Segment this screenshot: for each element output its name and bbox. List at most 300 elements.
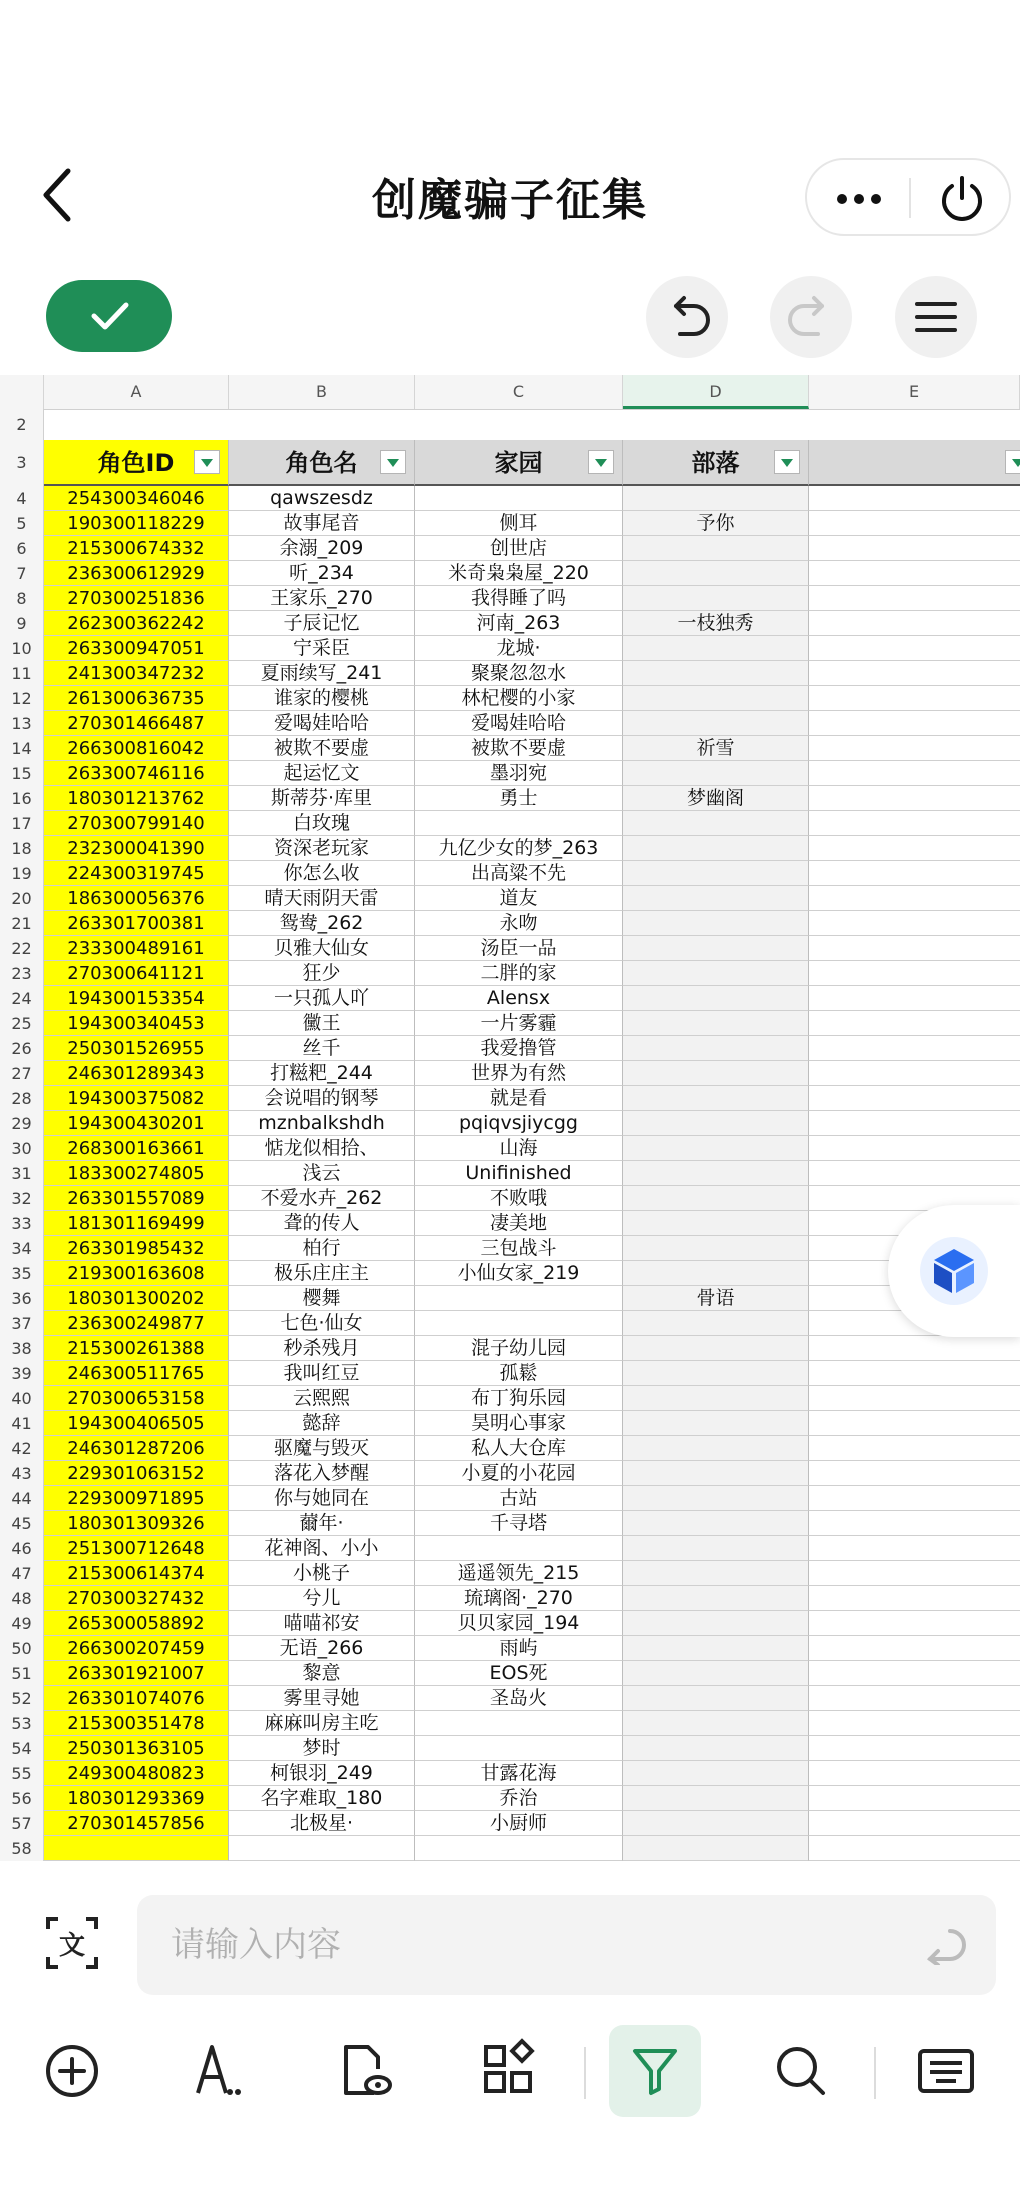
role-id-cell[interactable]: 183300274805	[44, 1161, 229, 1186]
row-number[interactable]: 6	[0, 536, 44, 561]
floating-assistant-button[interactable]	[888, 1205, 1020, 1337]
role-id-cell[interactable]: 180301309326	[44, 1511, 229, 1536]
home-cell[interactable]: 汤臣一品	[415, 936, 623, 961]
role-name-cell[interactable]	[229, 1836, 415, 1861]
role-name-cell[interactable]: 薾年·	[229, 1511, 415, 1536]
tribe-cell[interactable]	[623, 1836, 809, 1861]
role-name-cell[interactable]: 喵喵祁安	[229, 1611, 415, 1636]
role-id-cell[interactable]: 263301700381	[44, 911, 229, 936]
role-name-cell[interactable]: 听_234	[229, 561, 415, 586]
role-name-cell[interactable]: 资深老玩家	[229, 836, 415, 861]
role-name-cell[interactable]: 你怎么收	[229, 861, 415, 886]
home-cell[interactable]: 二胖的家	[415, 961, 623, 986]
tribe-cell[interactable]	[623, 1361, 809, 1386]
role-id-cell[interactable]: 249300480823	[44, 1761, 229, 1786]
home-cell[interactable]: pqiqvsjiycgg	[415, 1111, 623, 1136]
tribe-cell[interactable]	[623, 1686, 809, 1711]
empty-cell[interactable]	[809, 586, 1020, 611]
tribe-cell[interactable]	[623, 1561, 809, 1586]
role-id-cell[interactable]: 263301985432	[44, 1236, 229, 1261]
translate-icon[interactable]	[42, 1913, 102, 1973]
empty-cell[interactable]	[809, 1036, 1020, 1061]
home-cell[interactable]	[415, 1736, 623, 1761]
home-cell[interactable]: 凄美地	[415, 1211, 623, 1236]
role-name-cell[interactable]: 白玫瑰	[229, 811, 415, 836]
role-name-cell[interactable]: 驱魔与毁灭	[229, 1436, 415, 1461]
tribe-cell[interactable]	[623, 711, 809, 736]
role-id-cell[interactable]: 229301063152	[44, 1461, 229, 1486]
row-number[interactable]: 31	[0, 1161, 44, 1186]
empty-cell[interactable]	[809, 861, 1020, 886]
filter-dropdown-icon[interactable]	[380, 450, 406, 474]
tribe-cell[interactable]	[623, 1311, 809, 1336]
tribe-cell[interactable]	[623, 636, 809, 661]
row-number[interactable]: 23	[0, 961, 44, 986]
role-name-cell[interactable]: 惦龙似相拾、	[229, 1136, 415, 1161]
role-id-cell[interactable]: 266300816042	[44, 736, 229, 761]
home-cell[interactable]: 混子幼儿园	[415, 1336, 623, 1361]
role-name-cell[interactable]: 柏行	[229, 1236, 415, 1261]
role-id-cell[interactable]: 180301213762	[44, 786, 229, 811]
empty-cell[interactable]	[809, 736, 1020, 761]
role-name-cell[interactable]: 雾里寻她	[229, 1686, 415, 1711]
role-id-cell[interactable]: 246301289343	[44, 1061, 229, 1086]
empty-cell[interactable]	[809, 1761, 1020, 1786]
tribe-cell[interactable]	[623, 586, 809, 611]
role-id-cell[interactable]: 241300347232	[44, 661, 229, 686]
header-cell-e[interactable]	[809, 440, 1020, 486]
row-number[interactable]: 33	[0, 1211, 44, 1236]
empty-cell[interactable]	[809, 761, 1020, 786]
home-cell[interactable]: 雨屿	[415, 1636, 623, 1661]
corner-cell[interactable]	[0, 375, 44, 409]
role-name-cell[interactable]: 宁采臣	[229, 636, 415, 661]
row-number[interactable]: 39	[0, 1361, 44, 1386]
tribe-cell[interactable]	[623, 1386, 809, 1411]
row-number[interactable]: 48	[0, 1586, 44, 1611]
home-cell[interactable]: 河南_263	[415, 611, 623, 636]
role-id-cell[interactable]: 215300674332	[44, 536, 229, 561]
home-cell[interactable]: EOS死	[415, 1661, 623, 1686]
row-number[interactable]: 36	[0, 1286, 44, 1311]
tribe-cell[interactable]	[623, 1611, 809, 1636]
home-cell[interactable]	[415, 1286, 623, 1311]
role-name-cell[interactable]: 爱喝娃哈哈	[229, 711, 415, 736]
home-cell[interactable]: 昊明心事家	[415, 1411, 623, 1436]
role-id-cell[interactable]: 186300056376	[44, 886, 229, 911]
empty-cell[interactable]	[809, 1686, 1020, 1711]
role-name-cell[interactable]: 兮儿	[229, 1586, 415, 1611]
role-name-cell[interactable]: 余溺_209	[229, 536, 415, 561]
empty-cell[interactable]	[809, 936, 1020, 961]
role-id-cell[interactable]: 194300430201	[44, 1111, 229, 1136]
role-id-cell[interactable]: 250301363105	[44, 1736, 229, 1761]
tribe-cell[interactable]: 予你	[623, 511, 809, 536]
empty-cell[interactable]	[809, 1786, 1020, 1811]
tribe-cell[interactable]	[623, 1511, 809, 1536]
home-cell[interactable]: 爱喝娃哈哈	[415, 711, 623, 736]
row-number[interactable]: 44	[0, 1486, 44, 1511]
empty-cell[interactable]	[809, 1061, 1020, 1086]
column-header-d[interactable]: D	[623, 375, 809, 409]
tribe-cell[interactable]	[623, 1236, 809, 1261]
empty-cell[interactable]	[809, 1711, 1020, 1736]
empty-cell[interactable]	[809, 611, 1020, 636]
row-number[interactable]: 49	[0, 1611, 44, 1636]
tribe-cell[interactable]	[623, 1086, 809, 1111]
home-cell[interactable]	[415, 811, 623, 836]
header-cell-tribe[interactable]	[623, 440, 809, 486]
text-format-icon[interactable]	[172, 2025, 264, 2117]
tribe-cell[interactable]	[623, 1711, 809, 1736]
home-cell[interactable]: 遥遥领先_215	[415, 1561, 623, 1586]
role-name-cell[interactable]: 浅云	[229, 1161, 415, 1186]
row-number[interactable]: 9	[0, 611, 44, 636]
role-id-cell[interactable]: 270301466487	[44, 711, 229, 736]
role-name-cell[interactable]: 黎意	[229, 1661, 415, 1686]
menu-button[interactable]	[895, 276, 977, 358]
filter-dropdown-icon[interactable]	[1005, 450, 1020, 474]
row-number[interactable]: 25	[0, 1011, 44, 1036]
row-number[interactable]: 19	[0, 861, 44, 886]
home-cell[interactable]: 小仙女家_219	[415, 1261, 623, 1286]
empty-cell[interactable]	[809, 1836, 1020, 1861]
row-number[interactable]: 54	[0, 1736, 44, 1761]
empty-cell[interactable]	[809, 1386, 1020, 1411]
role-name-cell[interactable]: 我叫红豆	[229, 1361, 415, 1386]
home-cell[interactable]: 一片雾霾	[415, 1011, 623, 1036]
empty-cell[interactable]	[809, 886, 1020, 911]
empty-cell[interactable]	[809, 1361, 1020, 1386]
row-number[interactable]: 47	[0, 1561, 44, 1586]
role-id-cell[interactable]: 194300153354	[44, 986, 229, 1011]
tribe-cell[interactable]	[623, 1336, 809, 1361]
home-cell[interactable]: 布丁狗乐园	[415, 1386, 623, 1411]
role-name-cell[interactable]: 懿辞	[229, 1411, 415, 1436]
row-number[interactable]: 58	[0, 1836, 44, 1861]
row-number[interactable]: 12	[0, 686, 44, 711]
home-cell[interactable]: 就是看	[415, 1086, 623, 1111]
tribe-cell[interactable]	[623, 1811, 809, 1836]
role-id-cell[interactable]: 263301557089	[44, 1186, 229, 1211]
row-number[interactable]: 27	[0, 1061, 44, 1086]
role-id-cell[interactable]: 236300249877	[44, 1311, 229, 1336]
confirm-button[interactable]	[46, 280, 172, 352]
tribe-cell[interactable]	[623, 1761, 809, 1786]
row-number[interactable]: 7	[0, 561, 44, 586]
home-cell[interactable]: 创世店	[415, 536, 623, 561]
header-cell-role-id[interactable]	[44, 440, 229, 486]
column-header-a[interactable]: A	[44, 375, 229, 409]
empty-cell[interactable]	[809, 961, 1020, 986]
column-header-e[interactable]: E	[809, 375, 1020, 409]
empty-cell[interactable]	[809, 1736, 1020, 1761]
power-icon[interactable]	[937, 174, 987, 224]
home-cell[interactable]: Alensx	[415, 986, 623, 1011]
home-cell[interactable]: Unifinished	[415, 1161, 623, 1186]
tribe-cell[interactable]	[623, 886, 809, 911]
empty-cell[interactable]	[809, 1336, 1020, 1361]
role-id-cell[interactable]: 263301074076	[44, 1686, 229, 1711]
row-number[interactable]: 16	[0, 786, 44, 811]
role-id-cell[interactable]: 270300653158	[44, 1386, 229, 1411]
empty-cell[interactable]	[809, 561, 1020, 586]
role-name-cell[interactable]: 鸳鸯_262	[229, 911, 415, 936]
row-number[interactable]: 30	[0, 1136, 44, 1161]
empty-cell[interactable]	[809, 836, 1020, 861]
empty-cell[interactable]	[809, 1586, 1020, 1611]
row-number[interactable]: 40	[0, 1386, 44, 1411]
row-number[interactable]: 34	[0, 1236, 44, 1261]
row-number[interactable]: 29	[0, 1111, 44, 1136]
role-name-cell[interactable]: 狂少	[229, 961, 415, 986]
empty-cell[interactable]	[809, 911, 1020, 936]
home-cell[interactable]: 龙城·	[415, 636, 623, 661]
tribe-cell[interactable]	[623, 1161, 809, 1186]
role-name-cell[interactable]: 斯蒂芬·库里	[229, 786, 415, 811]
home-cell[interactable]: 私人大仓库	[415, 1436, 623, 1461]
role-name-cell[interactable]: 打糍粑_244	[229, 1061, 415, 1086]
empty-cell[interactable]	[809, 1011, 1020, 1036]
tribe-cell[interactable]	[623, 1186, 809, 1211]
empty-cell[interactable]	[809, 1536, 1020, 1561]
tribe-cell[interactable]	[623, 936, 809, 961]
tribe-cell[interactable]: 一枝独秀	[623, 611, 809, 636]
undo-button[interactable]	[646, 276, 728, 358]
row-number[interactable]: 32	[0, 1186, 44, 1211]
empty-cell[interactable]	[809, 511, 1020, 536]
tribe-cell[interactable]	[623, 1036, 809, 1061]
home-cell[interactable]: 孤鬆	[415, 1361, 623, 1386]
home-cell[interactable]: 勇士	[415, 786, 623, 811]
keyboard-icon[interactable]	[900, 2025, 992, 2117]
tribe-cell[interactable]	[623, 986, 809, 1011]
role-id-cell[interactable]: 263300746116	[44, 761, 229, 786]
role-id-cell[interactable]: 270301457856	[44, 1811, 229, 1836]
role-name-cell[interactable]: 云熙熙	[229, 1386, 415, 1411]
row-number[interactable]: 50	[0, 1636, 44, 1661]
filter-dropdown-icon[interactable]	[588, 450, 614, 474]
redo-button[interactable]	[770, 276, 852, 358]
home-cell[interactable]: 墨羽宛	[415, 761, 623, 786]
role-id-cell[interactable]: 180301300202	[44, 1286, 229, 1311]
row-number[interactable]: 57	[0, 1811, 44, 1836]
role-id-cell[interactable]: 270300799140	[44, 811, 229, 836]
empty-cell[interactable]	[809, 1436, 1020, 1461]
tribe-cell[interactable]	[623, 1786, 809, 1811]
role-name-cell[interactable]: 故事尾音	[229, 511, 415, 536]
tribe-cell[interactable]	[623, 1111, 809, 1136]
empty-cell[interactable]	[809, 1111, 1020, 1136]
empty-cell[interactable]	[809, 1461, 1020, 1486]
role-id-cell[interactable]: 251300712648	[44, 1536, 229, 1561]
role-name-cell[interactable]: 聋的传人	[229, 1211, 415, 1236]
empty-cell[interactable]	[809, 1161, 1020, 1186]
row-number[interactable]: 51	[0, 1661, 44, 1686]
empty-cell[interactable]	[809, 1661, 1020, 1686]
home-cell[interactable]: 贝贝家园_194	[415, 1611, 623, 1636]
role-name-cell[interactable]: 小桃子	[229, 1561, 415, 1586]
home-cell[interactable]: 千寻塔	[415, 1511, 623, 1536]
tribe-cell[interactable]	[623, 961, 809, 986]
role-name-cell[interactable]: 王家乐_270	[229, 586, 415, 611]
tribe-cell[interactable]	[623, 561, 809, 586]
filter-dropdown-icon[interactable]	[774, 450, 800, 474]
role-id-cell[interactable]: 263300947051	[44, 636, 229, 661]
tribe-cell[interactable]	[623, 1136, 809, 1161]
tribe-cell[interactable]	[623, 811, 809, 836]
role-id-cell[interactable]: 194300340453	[44, 1011, 229, 1036]
role-id-cell[interactable]: 215300351478	[44, 1711, 229, 1736]
tribe-cell[interactable]	[623, 1636, 809, 1661]
role-name-cell[interactable]: 被欺不要虚	[229, 736, 415, 761]
role-id-cell[interactable]: 262300362242	[44, 611, 229, 636]
empty-cell[interactable]	[809, 536, 1020, 561]
column-header-b[interactable]: B	[229, 375, 415, 409]
home-cell[interactable]: 古站	[415, 1486, 623, 1511]
role-id-cell[interactable]: 224300319745	[44, 861, 229, 886]
row-number[interactable]: 53	[0, 1711, 44, 1736]
tribe-cell[interactable]: 祈雪	[623, 736, 809, 761]
home-cell[interactable]: 山海	[415, 1136, 623, 1161]
row-number[interactable]: 2	[0, 409, 44, 440]
role-name-cell[interactable]: qawszesdz	[229, 486, 415, 511]
row-number[interactable]: 28	[0, 1086, 44, 1111]
tribe-cell[interactable]	[623, 911, 809, 936]
role-id-cell[interactable]: 261300636735	[44, 686, 229, 711]
row-number[interactable]: 46	[0, 1536, 44, 1561]
home-cell[interactable]: 小夏的小花园	[415, 1461, 623, 1486]
home-cell[interactable]: 三包战斗	[415, 1236, 623, 1261]
tribe-cell[interactable]	[623, 1411, 809, 1436]
role-name-cell[interactable]: mznbalkshdh	[229, 1111, 415, 1136]
column-header-c[interactable]: C	[415, 375, 623, 409]
tribe-cell[interactable]	[623, 661, 809, 686]
header-cell-role-name[interactable]	[229, 440, 415, 486]
empty-cell[interactable]	[809, 986, 1020, 1011]
empty-cell[interactable]	[809, 661, 1020, 686]
empty-cell[interactable]	[809, 811, 1020, 836]
role-id-cell[interactable]: 236300612929	[44, 561, 229, 586]
home-cell[interactable]: 甘露花海	[415, 1761, 623, 1786]
row-number[interactable]: 15	[0, 761, 44, 786]
header-cell-home[interactable]	[415, 440, 623, 486]
role-name-cell[interactable]: 秒杀残月	[229, 1336, 415, 1361]
home-cell[interactable]: 我得睡了吗	[415, 586, 623, 611]
tribe-cell[interactable]	[623, 1211, 809, 1236]
tribe-cell[interactable]	[623, 761, 809, 786]
role-id-cell[interactable]: 250301526955	[44, 1036, 229, 1061]
home-cell[interactable]	[415, 1836, 623, 1861]
tribe-cell[interactable]	[623, 861, 809, 886]
role-id-cell[interactable]: 233300489161	[44, 936, 229, 961]
spreadsheet[interactable]	[0, 375, 1020, 1865]
home-cell[interactable]: 不败哦	[415, 1186, 623, 1211]
role-id-cell[interactable]: 232300041390	[44, 836, 229, 861]
home-cell[interactable]: 道友	[415, 886, 623, 911]
row-number[interactable]: 35	[0, 1261, 44, 1286]
row-number[interactable]: 41	[0, 1411, 44, 1436]
role-name-cell[interactable]: 柯银羽_249	[229, 1761, 415, 1786]
home-cell[interactable]: 世界为有然	[415, 1061, 623, 1086]
empty-cell[interactable]	[809, 711, 1020, 736]
tribe-cell[interactable]: 梦幽阁	[623, 786, 809, 811]
row-number[interactable]: 20	[0, 886, 44, 911]
row-number[interactable]: 24	[0, 986, 44, 1011]
home-cell[interactable]: 圣岛火	[415, 1686, 623, 1711]
row-number[interactable]: 45	[0, 1511, 44, 1536]
row-number[interactable]: 22	[0, 936, 44, 961]
row-number[interactable]: 56	[0, 1786, 44, 1811]
role-name-cell[interactable]: 会说唱的钢琴	[229, 1086, 415, 1111]
tribe-cell[interactable]	[623, 1586, 809, 1611]
row-number[interactable]: 42	[0, 1436, 44, 1461]
home-cell[interactable]: 九亿少女的梦_263	[415, 836, 623, 861]
role-id-cell[interactable]: 219300163608	[44, 1261, 229, 1286]
home-cell[interactable]: 林杞樱的小家	[415, 686, 623, 711]
row-number[interactable]: 11	[0, 661, 44, 686]
document-preview-icon[interactable]	[318, 2025, 410, 2117]
home-cell[interactable]: 侧耳	[415, 511, 623, 536]
role-id-cell[interactable]: 181301169499	[44, 1211, 229, 1236]
row-number[interactable]: 26	[0, 1036, 44, 1061]
filter-dropdown-icon[interactable]	[194, 450, 220, 474]
home-cell[interactable]: 琉璃阁·_270	[415, 1586, 623, 1611]
role-name-cell[interactable]: 晴天雨阴天雷	[229, 886, 415, 911]
role-id-cell[interactable]: 180301293369	[44, 1786, 229, 1811]
home-cell[interactable]	[415, 1536, 623, 1561]
tribe-cell[interactable]	[623, 486, 809, 511]
row-number[interactable]: 55	[0, 1761, 44, 1786]
role-name-cell[interactable]: 七色·仙女	[229, 1311, 415, 1336]
role-name-cell[interactable]: 黴王	[229, 1011, 415, 1036]
role-name-cell[interactable]: 贝雅大仙女	[229, 936, 415, 961]
empty-cell[interactable]	[809, 1411, 1020, 1436]
role-name-cell[interactable]: 无语_266	[229, 1636, 415, 1661]
role-id-cell[interactable]: 246300511765	[44, 1361, 229, 1386]
empty-cell[interactable]	[809, 1611, 1020, 1636]
role-id-cell[interactable]	[44, 1836, 229, 1861]
role-id-cell[interactable]: 246301287206	[44, 1436, 229, 1461]
home-cell[interactable]: 乔治	[415, 1786, 623, 1811]
home-cell[interactable]: 我爱撸管	[415, 1036, 623, 1061]
row-number[interactable]: 43	[0, 1461, 44, 1486]
role-id-cell[interactable]: 254300346046	[44, 486, 229, 511]
tribe-cell[interactable]	[623, 1486, 809, 1511]
empty-cell[interactable]	[809, 786, 1020, 811]
role-id-cell[interactable]: 268300163661	[44, 1136, 229, 1161]
role-name-cell[interactable]: 你与她同在	[229, 1486, 415, 1511]
role-id-cell[interactable]: 270300327432	[44, 1586, 229, 1611]
row-number[interactable]: 18	[0, 836, 44, 861]
row-number[interactable]: 52	[0, 1686, 44, 1711]
tribe-cell[interactable]: 骨语	[623, 1286, 809, 1311]
tribe-cell[interactable]	[623, 1661, 809, 1686]
empty-cell[interactable]	[809, 636, 1020, 661]
content-input[interactable]	[137, 1895, 996, 1995]
more-icon[interactable]	[832, 184, 887, 214]
row-number[interactable]: 13	[0, 711, 44, 736]
role-id-cell[interactable]: 229300971895	[44, 1486, 229, 1511]
home-cell[interactable]	[415, 486, 623, 511]
home-cell[interactable]: 聚聚忽忽水	[415, 661, 623, 686]
tribe-cell[interactable]	[623, 1536, 809, 1561]
role-name-cell[interactable]: 极乐庄庄主	[229, 1261, 415, 1286]
role-id-cell[interactable]: 263301921007	[44, 1661, 229, 1686]
home-cell[interactable]	[415, 1311, 623, 1336]
row-number[interactable]: 17	[0, 811, 44, 836]
tribe-cell[interactable]	[623, 1461, 809, 1486]
